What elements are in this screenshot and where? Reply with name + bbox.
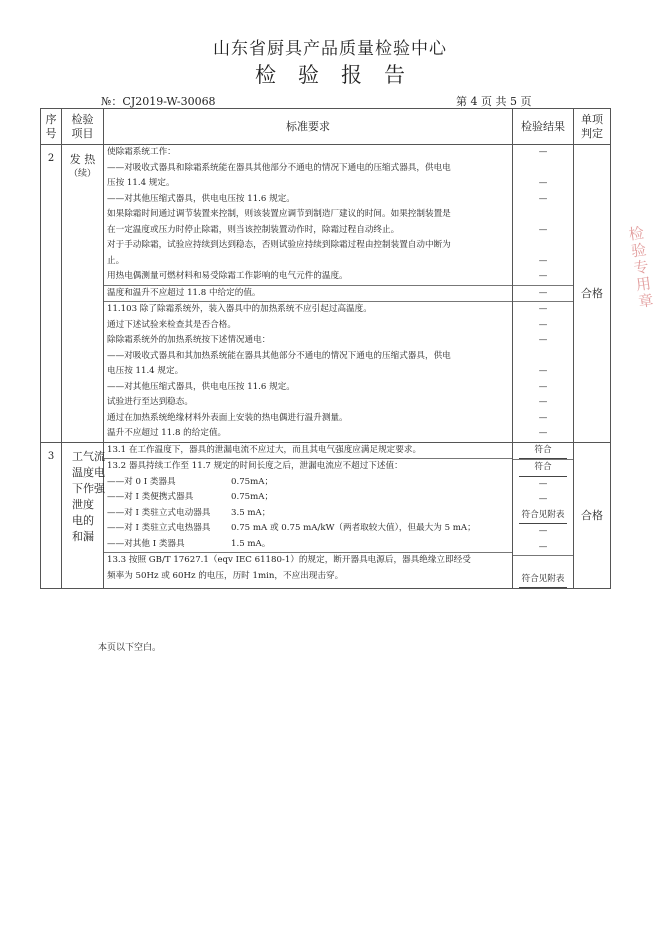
requirement-line: 温度和温升不应超过 11.8 中给定的值。	[107, 287, 261, 298]
item-char: 的	[83, 513, 94, 527]
table-header-row	[41, 109, 611, 145]
requirement-line: 用热电偶测量可燃材料和易受除霜工作影响的电气元件的温度。	[107, 271, 348, 281]
inspection-stamp	[613, 224, 659, 331]
row-item-vertical-text	[62, 443, 103, 544]
item-char: 度	[83, 465, 94, 479]
org-name: 山东省厨具产品质量检验中心	[213, 39, 447, 59]
row-item	[62, 145, 104, 443]
limit-label: ——对其他 I 类器具	[107, 538, 185, 549]
result-value: —	[538, 478, 548, 489]
requirement-block	[104, 286, 512, 303]
item-char: 漏	[83, 529, 94, 543]
col-item-header: 检验 项目	[62, 109, 104, 145]
requirement-line: 试验进行至达到稳态。	[107, 397, 193, 407]
limit-value: 3.5 mA；	[231, 507, 271, 518]
limit-label: ——对 I 类驻立式电动器具	[107, 507, 211, 518]
requirement-line	[104, 475, 512, 491]
row-item-sub: （续）	[68, 169, 96, 179]
result-block	[513, 556, 573, 588]
result-value: —	[538, 147, 548, 157]
requirement-line: 13.3 按照 GB/T 17627.1（eqv IEC 61180-1）的规定，断开器具电源后，器具绝缘立即经受	[107, 555, 471, 565]
item-char: 电	[72, 513, 83, 527]
footer-note: 本页以下空白。	[98, 643, 162, 653]
item-char: 和	[72, 529, 83, 543]
item-char: 电	[94, 465, 105, 479]
result-value	[513, 238, 573, 254]
result-value: —	[538, 381, 548, 392]
row-requirements	[104, 442, 513, 589]
requirement-line: 压按 11.4 规定。	[107, 178, 175, 188]
col-seq-header: 序 号	[41, 109, 62, 145]
item-char: 强	[94, 481, 105, 495]
requirement-line: 如果除霜时间通过调节装置来控制，则该装置应调节到制造厂建议的时间。如果控制装置是	[107, 209, 451, 219]
result-value: —	[538, 287, 548, 298]
limit-label: ——对 I 类便携式器具	[107, 492, 194, 502]
result-value	[513, 161, 573, 177]
requirement-line: 13.1 在工作温度下，器具的泄漏电流不应过大，而且其电气强度应满足规定要求。	[107, 444, 422, 455]
item-char: 流	[94, 449, 105, 463]
result-value: —	[538, 526, 548, 536]
requirement-line: 止。	[107, 255, 125, 266]
requirement-line: ——对其他压缩式器具，供电电压按 11.6 规定。	[107, 193, 295, 204]
result-block	[513, 286, 573, 303]
result-value: —	[538, 193, 548, 204]
result-value	[513, 556, 573, 572]
result-value: 符合	[519, 443, 567, 460]
result-value: —	[538, 224, 548, 235]
requirement-line: 除除霜系统外的加热系统按下述情况通电：	[107, 335, 271, 345]
limit-value: 1.5 mA。	[231, 538, 271, 549]
requirement-block	[104, 145, 512, 286]
col-requirement-header: 标准要求	[104, 109, 513, 145]
requirement-block	[104, 553, 512, 584]
requirement-line: 在一定温度或压力时停止除霜，则当该控制装置动作时，除霜过程自动终止。	[107, 224, 400, 235]
result-value: —	[538, 494, 548, 504]
result-value: 符合见附表	[519, 572, 567, 589]
requirement-line: 通过下述试验来检查其是否合格。	[107, 319, 236, 330]
requirement-line	[104, 490, 512, 506]
table-row	[41, 442, 611, 589]
result-value: —	[538, 397, 548, 407]
requirement-line: 通过在加热系统绝缘材料外表面上安装的热电偶进行温升测量。	[107, 412, 348, 423]
requirement-line: 11.103 除了除霜系统外，装入器具中的加热系统不应引起过高温度。	[107, 304, 372, 314]
item-char: 气	[83, 449, 94, 463]
item-char: 温	[72, 465, 83, 479]
item-char: 泄	[72, 497, 83, 511]
result-value	[513, 207, 573, 223]
requirement-line: 温升不应超过 11.8 的给定值。	[107, 428, 227, 438]
row-item	[62, 442, 104, 589]
result-value: —	[538, 319, 548, 330]
item-char: 下	[72, 481, 83, 495]
requirement-line: ——对吸收式器具和除霜系统能在器具其他部分不通电的情况下通电的压缩式器具，供电电	[107, 162, 451, 173]
col-verdict-header: 单项 判定	[574, 109, 611, 145]
result-block	[513, 443, 573, 461]
stamp-text: 检验专用章	[625, 224, 656, 312]
result-block	[513, 145, 573, 286]
requirement-line	[104, 537, 512, 553]
result-value: —	[538, 541, 548, 552]
limit-value: 0.75 mA 或 0.75 mA/kW（两者取较大值），但最大为 5 mA；	[231, 523, 476, 533]
limit-value: 0.75mA；	[231, 476, 274, 487]
result-block	[513, 460, 573, 556]
requirement-block	[104, 443, 512, 460]
result-value: —	[538, 366, 548, 376]
result-value: 符合	[519, 460, 567, 477]
requirement-line: ——对吸收式器具和其加热系统能在器具其他部分不通电的情况下通电的压缩式器具，供电	[107, 350, 451, 361]
row-seq: 2	[41, 145, 62, 443]
row-results	[513, 145, 574, 443]
result-value: —	[538, 412, 548, 423]
result-block	[513, 302, 573, 442]
result-value: 符合见附表	[519, 508, 567, 525]
row-verdict: 合格	[574, 442, 611, 589]
item-char: 度	[83, 497, 94, 511]
limit-label: ——对 I 类驻立式电热器具	[107, 523, 211, 533]
result-value: —	[538, 304, 548, 314]
result-value: —	[538, 428, 548, 438]
col-result-header: 检验结果	[513, 109, 574, 145]
result-value: —	[538, 335, 548, 345]
inspection-table	[40, 108, 611, 589]
requirement-line: 使除霜系统工作：	[107, 147, 176, 157]
requirement-line	[104, 506, 512, 522]
requirement-block	[104, 459, 512, 553]
requirement-line	[104, 521, 512, 537]
limit-label: ——对 0 I 类器具	[107, 476, 176, 487]
limit-value: 0.75mA；	[231, 492, 274, 502]
row-verdict: 合格	[574, 145, 611, 443]
row-requirements	[104, 145, 513, 443]
item-char: 工	[72, 449, 83, 463]
result-value: —	[538, 255, 548, 266]
item-char: 作	[83, 481, 94, 495]
requirement-line: 频率为 50Hz 或 60Hz 的电压，历时 1min，不应出现击穿。	[107, 570, 344, 581]
doc-number: №：CJ2019-W-30068	[101, 95, 216, 108]
requirement-block	[104, 302, 512, 442]
result-value	[513, 349, 573, 365]
row-results	[513, 442, 574, 589]
requirement-line: ——对其他压缩式器具，供电电压按 11.6 规定。	[107, 381, 295, 392]
requirement-line: 对于手动除霜，试验应持续到达到稳态，否则试验应持续到除霜过程由控制装置自动中断为	[107, 240, 451, 250]
report-title: 检验报告	[255, 63, 427, 87]
requirement-line: 13.2 器具持续工作至 11.7 规定的时间长度之后，泄漏电流应不超过下述值：	[107, 461, 403, 471]
requirement-line: 电压按 11.4 规定。	[107, 366, 184, 376]
result-value: —	[538, 271, 548, 281]
page-info: 第 4 页 共 5 页	[456, 95, 532, 108]
row-seq: 3	[41, 442, 62, 589]
table-row	[41, 145, 611, 443]
row-item-name: 发 热	[69, 153, 96, 166]
result-value: —	[538, 178, 548, 188]
